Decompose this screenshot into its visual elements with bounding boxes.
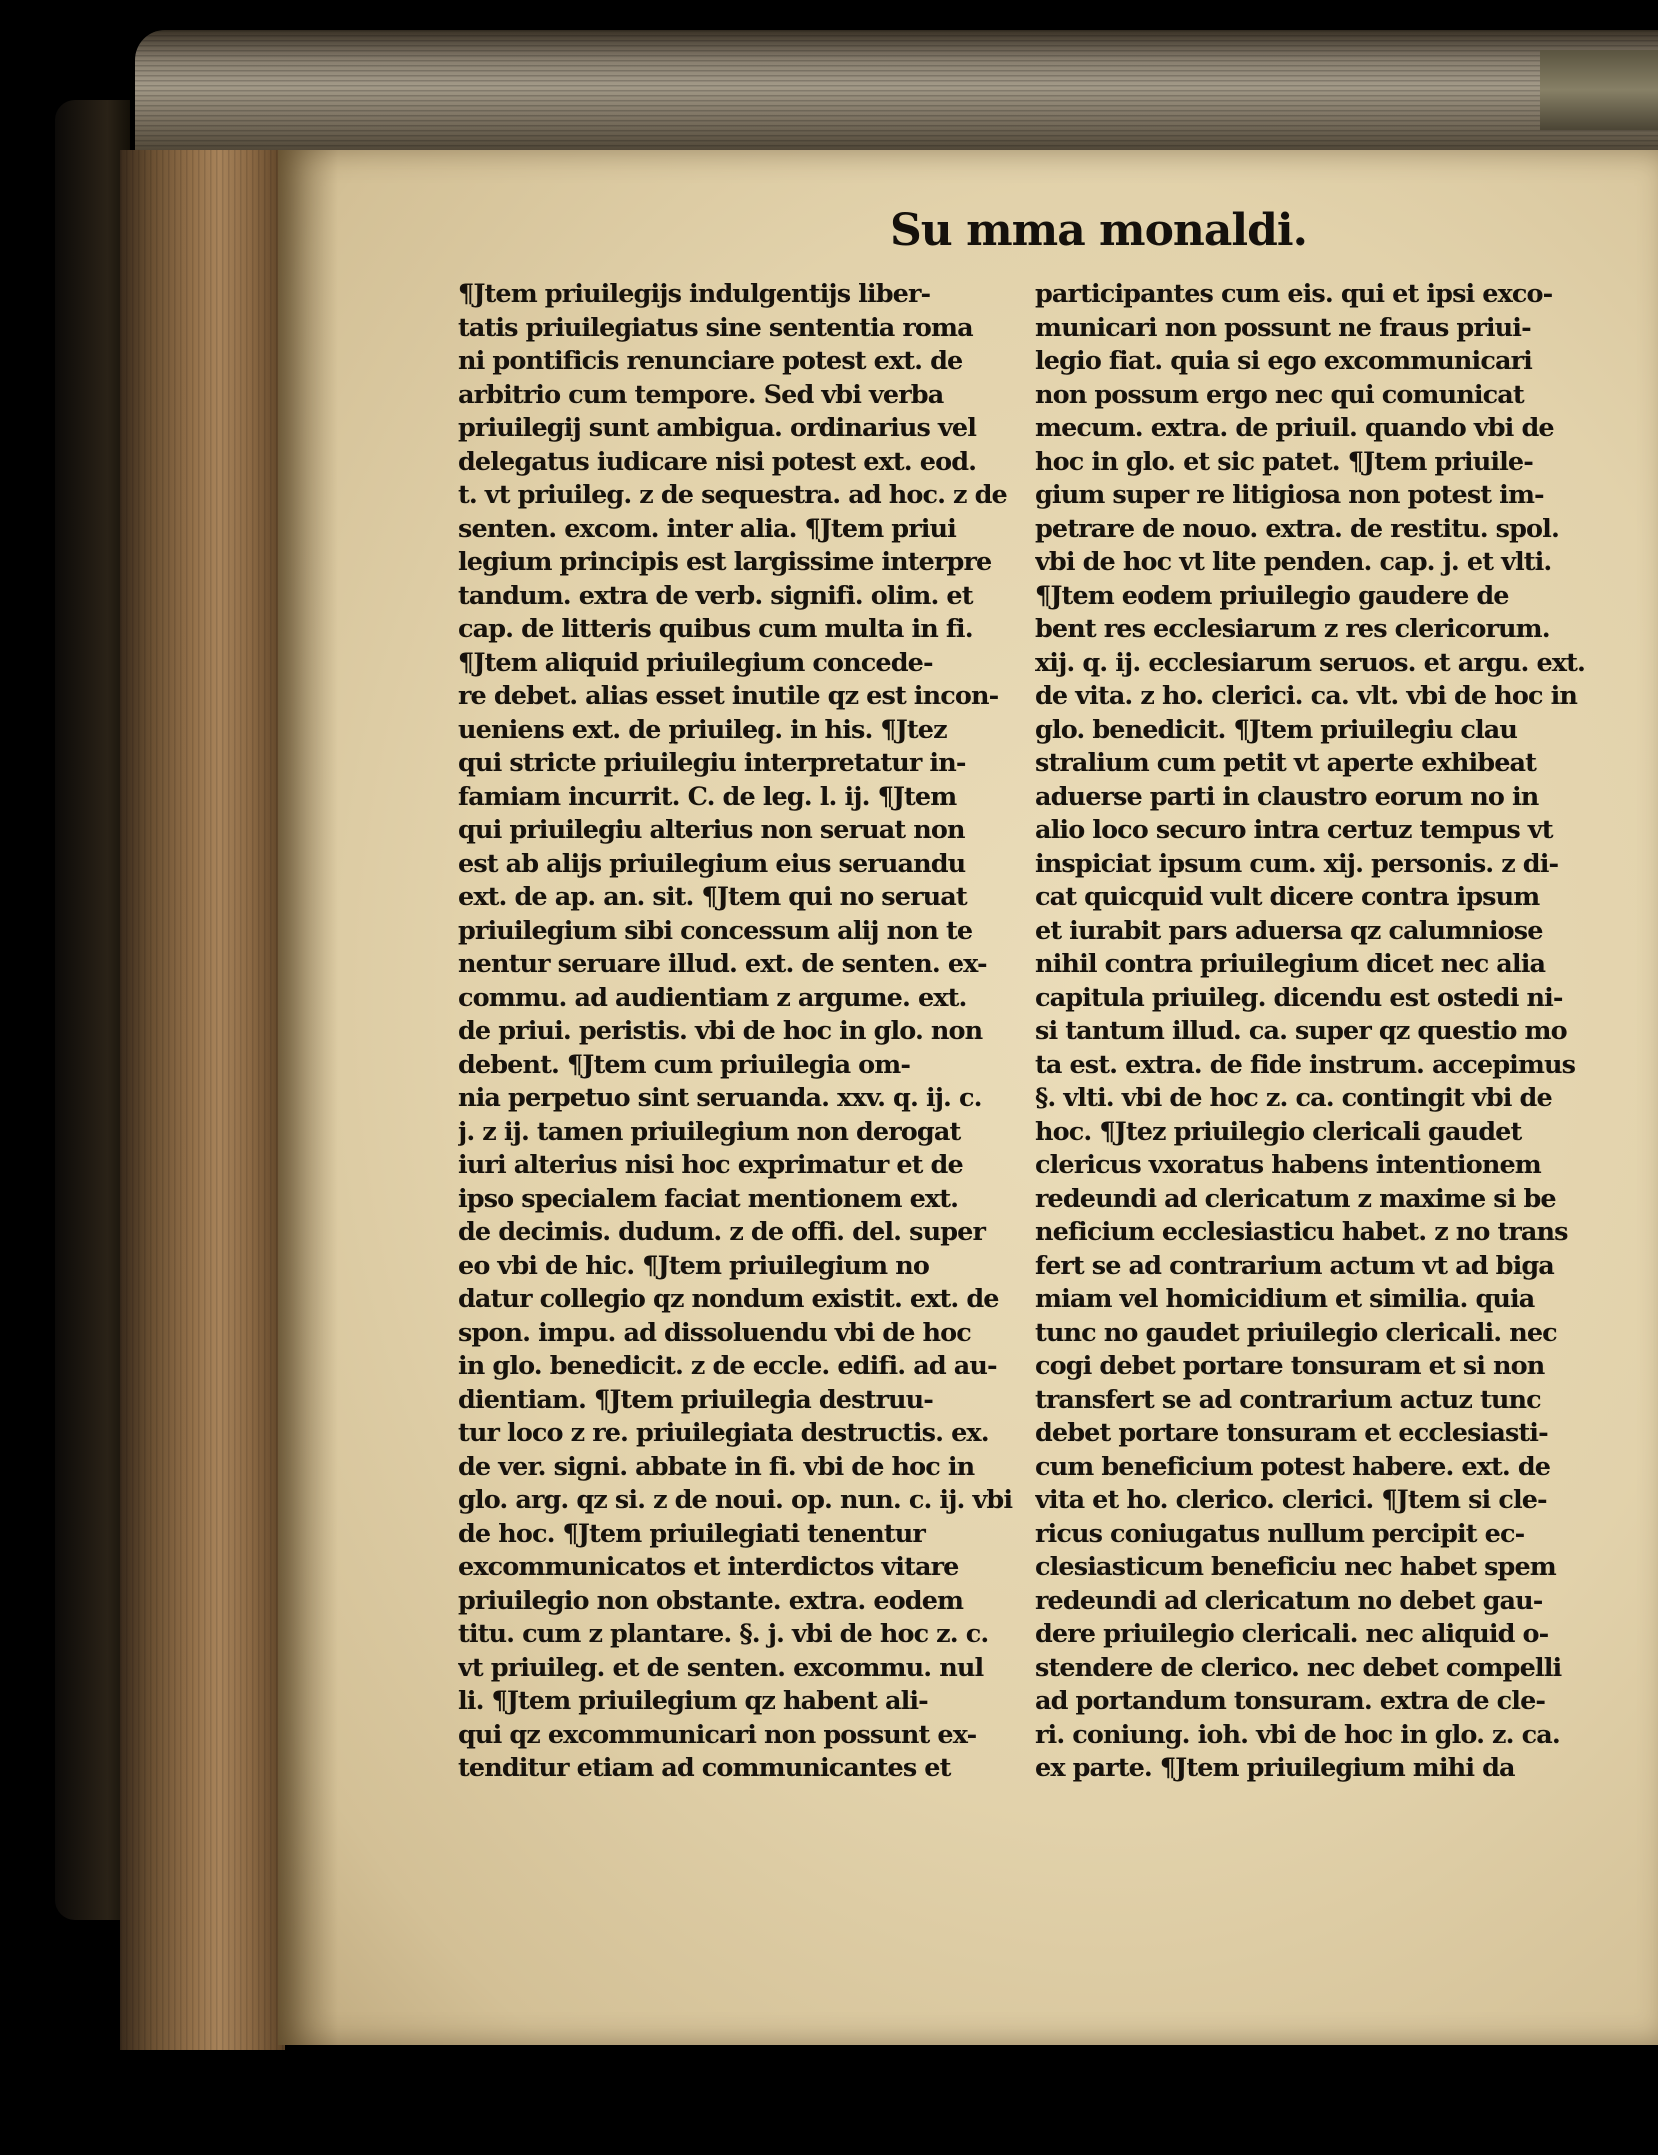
text-line: inspiciat ipsum cum. xij. personis. z di- (1035, 848, 1559, 879)
text-line: eo vbi de hic. ¶Jtem priuilegium no (458, 1250, 929, 1281)
text-line: ext. de ap. an. sit. ¶Jtem qui no seruat (458, 882, 967, 912)
text-column-left (458, 278, 1023, 1786)
text-line: glo. arg. qz si. z de noui. op. nun. c. ij. vbi (458, 1485, 1013, 1515)
text-line: tunc no gaudet priuilegio clericali. nec (1035, 1317, 1557, 1348)
text-line: qui qz excommunicari non possunt ex- (458, 1719, 977, 1750)
page-block-top-edge (135, 30, 1658, 155)
text-line: de ver. signi. abbate in fi. vbi de hoc in (458, 1451, 975, 1482)
text-line: vt priuileg. et de senten. excommu. nul (458, 1652, 984, 1683)
text-line: stralium cum petit vt aperte exhibeat (1035, 748, 1537, 778)
text-line: neficium ecclesiasticu habet. z no trans (1035, 1217, 1568, 1247)
text-line: qui priuilegiu alterius non seruat non (458, 815, 965, 845)
text-line: debet portare tonsuram et ecclesiasti- (1035, 1418, 1548, 1448)
text-line: t. vt priuileg. z de sequestra. ad hoc. z de (458, 480, 1007, 510)
text-line: est ab alijs priuilegium eius seruandu (458, 848, 966, 879)
text-line: glo. benedicit. ¶Jtem priuilegiu clau (1035, 714, 1518, 745)
text-line: xij. q. ij. ecclesiarum seruos. et argu. ext. (1035, 647, 1585, 678)
text-column-right (1035, 278, 1625, 1786)
text-line: ta est. extra. de fide instrum. accepimus (1035, 1049, 1576, 1080)
text-line: ipso specialem faciat mentionem ext. (458, 1183, 959, 1214)
text-line: delegatus iudicare nisi potest ext. eod. (458, 446, 977, 477)
gutter-shadow (278, 150, 338, 2045)
text-line: ueniens ext. de priuileg. in his. ¶Jtez (458, 714, 947, 745)
text-line: priuilegio non obstante. extra. eodem (458, 1585, 964, 1616)
text-line: tatis priuilegiatus sine sententia roma (458, 312, 973, 343)
text-line: hoc. ¶Jtez priuilegio clericali gaudet (1035, 1116, 1522, 1147)
text-line: miam vel homicidium et similia. quia (1035, 1284, 1535, 1314)
text-line: senten. excom. inter alia. ¶Jtem priui (458, 513, 956, 544)
text-line: li. ¶Jtem priuilegium qz habent ali- (458, 1686, 928, 1716)
text-line: vita et ho. clerico. clerici. ¶Jtem si cle- (1035, 1485, 1547, 1515)
text-line: non possum ergo nec qui comunicat (1035, 379, 1524, 410)
text-line: legio fiat. quia si ego excommunicari (1035, 346, 1532, 376)
text-line: ex parte. ¶Jtem priuilegium mihi da (1035, 1753, 1515, 1783)
text-line: priuilegij sunt ambigua. ordinarius vel (458, 413, 977, 443)
text-line: priuilegium sibi concessum alij non te (458, 915, 973, 946)
text-line: mecum. extra. de priuil. quando vbi de (1035, 413, 1554, 443)
text-line: municari non possunt ne fraus priui- (1035, 312, 1531, 343)
text-line: spon. impu. ad dissoluendu vbi de hoc (458, 1317, 971, 1348)
text-line: tur loco z re. priuilegiata destructis. ex. (458, 1418, 989, 1448)
text-line: de priui. peristis. vbi de hoc in glo. non (458, 1016, 983, 1046)
text-line: datur collegio qz nondum existit. ext. de (458, 1284, 999, 1314)
text-line: hoc in glo. et sic patet. ¶Jtem priuile- (1035, 446, 1533, 477)
text-line: de vita. z ho. clerici. ca. vlt. vbi de hoc in (1035, 681, 1577, 711)
book-cover-edge (55, 100, 130, 1920)
text-line: ¶Jtem eodem priuilegio gaudere de (1035, 580, 1509, 611)
page-block-side-edge (120, 150, 285, 2050)
text-line: fert se ad contrarium actum vt ad biga (1035, 1250, 1554, 1281)
text-line: ricus coniugatus nullum percipit ec- (1035, 1518, 1525, 1549)
text-line: transfert se ad contrarium actuz tunc (1035, 1384, 1541, 1415)
text-line: participantes cum eis. qui et ipsi exco- (1035, 279, 1553, 309)
text-line: de hoc. ¶Jtem priuilegiati tenentur (458, 1518, 925, 1549)
text-line: ¶Jtem priuilegijs indulgentijs liber- (458, 279, 931, 309)
text-line: de decimis. dudum. z de offi. del. super (458, 1217, 986, 1247)
text-line: ¶Jtem aliquid priuilegium concede- (458, 647, 933, 678)
text-line: et iurabit pars aduersa qz calumniose (1035, 915, 1543, 946)
text-line: petrare de nouo. extra. de restitu. spol. (1035, 513, 1559, 544)
text-line: cat quicquid vult dicere contra ipsum (1035, 882, 1540, 912)
text-line: dere priuilegio clericali. nec aliquid o- (1035, 1619, 1549, 1649)
text-line: debent. ¶Jtem cum priuilegia om- (458, 1049, 911, 1080)
text-line: excommunicatos et interdictos vitare (458, 1552, 959, 1582)
text-line: cum beneficium potest habere. ext. de (1035, 1451, 1551, 1482)
text-line: ri. coniung. ioh. vbi de hoc in glo. z. ca. (1035, 1719, 1560, 1750)
text-line: clesiasticum beneficiu nec habet spem (1035, 1552, 1556, 1582)
text-line: dientiam. ¶Jtem priuilegia destruu- (458, 1384, 933, 1415)
text-line: gium super re litigiosa non potest im- (1035, 480, 1544, 510)
text-line: famiam incurrit. C. de leg. l. ij. ¶Jtem (458, 781, 957, 812)
text-line: bent res ecclesiarum z res clericorum. (1035, 614, 1550, 644)
text-line: in glo. benedicit. z de eccle. edifi. ad au- (458, 1351, 997, 1381)
text-line: nia perpetuo sint seruanda. xxv. q. ij. c. (458, 1083, 982, 1113)
text-line: ad portandum tonsuram. extra de cle- (1035, 1686, 1546, 1716)
text-line: redeundi ad clericatum no debet gau- (1035, 1585, 1543, 1616)
text-line: arbitrio cum tempore. Sed vbi verba (458, 379, 944, 410)
text-line: qui stricte priuilegiu interpretatur in- (458, 748, 966, 778)
text-line: §. vlti. vbi de hoc z. ca. contingit vbi de (1035, 1083, 1552, 1113)
text-line: alio loco securo intra certuz tempus vt (1035, 815, 1553, 845)
text-line: redeundi ad clericatum z maxime si be (1035, 1183, 1556, 1214)
text-line: commu. ad audientiam z argume. ext. (458, 982, 967, 1013)
book-clasp (1540, 50, 1658, 130)
text-line: si tantum illud. ca. super qz questio mo (1035, 1016, 1567, 1046)
text-line: nihil contra priuilegium dicet nec alia (1035, 949, 1546, 979)
text-line: cogi debet portare tonsuram et si non (1035, 1351, 1545, 1381)
text-line: capitula priuileg. dicendu est ostedi ni- (1035, 982, 1563, 1013)
text-line: nentur seruare illud. ext. de senten. ex- (458, 949, 987, 979)
text-line: titu. cum z plantare. §. j. vbi de hoc z. c. (458, 1619, 989, 1649)
text-line: clericus vxoratus habens intentionem (1035, 1150, 1541, 1180)
running-title: Su mma monaldi. (890, 205, 1307, 256)
text-line: cap. de litteris quibus cum multa in fi. (458, 614, 973, 644)
text-line: re debet. alias esset inutile qz est incon- (458, 681, 999, 711)
text-line: vbi de hoc vt lite penden. cap. j. et vlti. (1035, 547, 1552, 577)
text-line: j. z ij. tamen priuilegium non derogat (458, 1116, 961, 1147)
text-line: iuri alterius nisi hoc exprimatur et de (458, 1150, 963, 1180)
text-line: stendere de clerico. nec debet compelli (1035, 1652, 1562, 1683)
text-line: legium principis est largissime interpre (458, 547, 992, 577)
text-line: tenditur etiam ad communicantes et (458, 1753, 951, 1783)
text-line: ni pontificis renunciare potest ext. de (458, 346, 963, 376)
text-line: aduerse parti in claustro eorum no in (1035, 781, 1539, 812)
text-line: tandum. extra de verb. signifi. olim. et (458, 580, 973, 611)
